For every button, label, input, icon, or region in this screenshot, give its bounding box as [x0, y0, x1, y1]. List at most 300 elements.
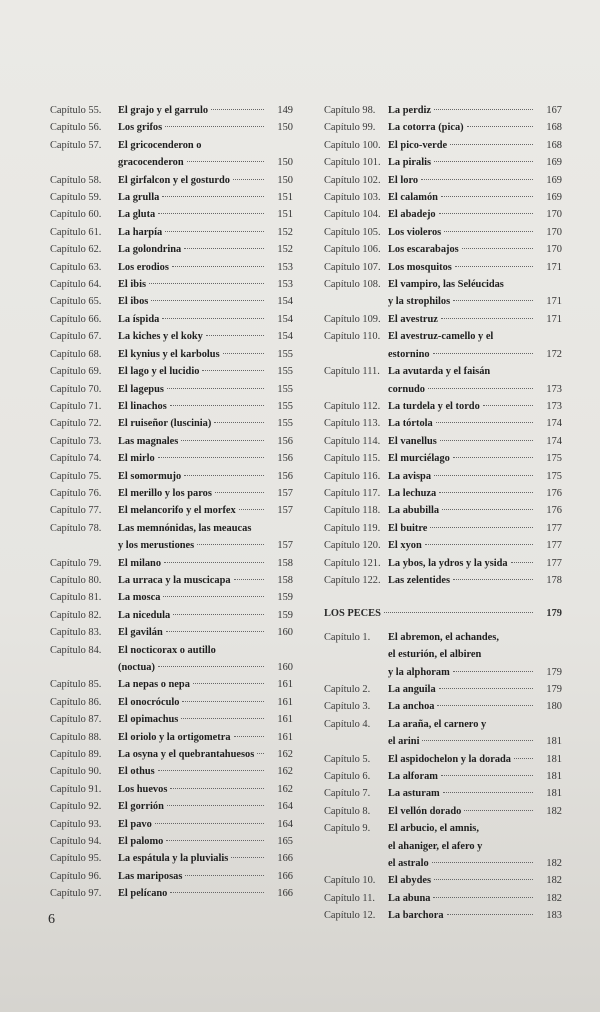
entry-body	[118, 119, 293, 136]
leader-dots	[206, 335, 264, 336]
chapter-label: Capítulo 116.	[324, 470, 381, 482]
entry-title: La nepas o nepa	[118, 679, 190, 691]
toc-entry	[324, 450, 562, 467]
toc-entry	[324, 468, 562, 485]
entry-page: 164	[277, 818, 293, 830]
entry-body	[388, 137, 562, 154]
entry-page: 183	[546, 910, 562, 922]
entry-line	[388, 137, 562, 154]
entry-line	[118, 172, 293, 189]
entry-title: La ybos, la ydros y la ysida	[388, 557, 508, 569]
chapter-label: Capítulo 74.	[50, 453, 102, 465]
entry-body	[388, 751, 562, 768]
entry-line	[388, 751, 562, 768]
entry-body	[118, 816, 293, 833]
entry-line	[118, 642, 293, 659]
leader-dots	[441, 318, 533, 319]
toc-entry	[50, 346, 293, 363]
chapter-label: Capítulo 80.	[50, 574, 102, 586]
entry-body	[118, 485, 293, 502]
chapter-label: Capítulo 119.	[324, 522, 381, 534]
entry-title: y la alphoram	[388, 666, 450, 678]
entry-page: 161	[277, 679, 293, 691]
entry-body	[118, 433, 293, 450]
toc-entry	[324, 716, 562, 751]
entry-body	[118, 189, 293, 206]
toc-entry	[50, 241, 293, 258]
entry-body	[388, 363, 562, 398]
leader-dots	[453, 579, 533, 580]
leader-dots	[193, 683, 264, 684]
chapter-label: Capítulo 110.	[324, 331, 381, 343]
entry-body	[118, 607, 293, 624]
entry-body	[118, 711, 293, 728]
toc-entry	[50, 885, 293, 902]
entry-title: La mosca	[118, 592, 161, 604]
leader-dots	[184, 475, 264, 476]
leader-dots	[439, 688, 533, 689]
leader-dots	[158, 457, 264, 458]
toc-entry	[50, 572, 293, 589]
entry-body	[118, 520, 293, 555]
entry-line	[118, 241, 293, 258]
chapter-label: Capítulo 2.	[324, 684, 371, 695]
entry-title: El palomo	[118, 836, 164, 848]
entry-body	[388, 785, 562, 802]
chapter-label: Capítulo 65.	[50, 296, 102, 308]
entry-body	[118, 885, 293, 902]
entry-page: 172	[546, 348, 562, 360]
chapter-label: Capítulo 93.	[50, 818, 102, 830]
toc-entry	[324, 768, 562, 785]
entry-line	[388, 555, 562, 572]
leader-dots	[165, 126, 264, 127]
chapter-label: Capítulo 77.	[50, 505, 102, 517]
entry-body	[118, 468, 293, 485]
chapter-label: Capítulo 63.	[50, 261, 102, 273]
toc-entry	[50, 381, 293, 398]
entry-page: 175	[546, 453, 562, 465]
entry-title: La golondrina	[118, 244, 182, 256]
entry-title: El melancorifo y el morfex	[118, 505, 236, 517]
entry-body	[388, 555, 562, 572]
chapter-label: Capítulo 58.	[50, 174, 102, 186]
leader-dots	[172, 266, 264, 267]
entry-page: 176	[546, 505, 562, 517]
entry-page: 157	[277, 505, 293, 517]
entry-line	[388, 820, 562, 837]
entry-title: El arbucio, el amnis,	[388, 823, 479, 835]
entry-body	[388, 520, 562, 537]
entry-title: La perdiz	[388, 105, 432, 116]
chapter-label: Capítulo 79.	[50, 557, 102, 569]
leader-dots	[422, 740, 533, 741]
entry-page: 161	[277, 696, 293, 708]
entry-title: El merillo y los paros	[118, 487, 212, 499]
entry-line	[118, 659, 293, 676]
toc-entry	[50, 798, 293, 815]
chapter-label: Capítulo 105.	[324, 226, 381, 238]
entry-page: 149	[277, 105, 293, 116]
entry-page: 181	[546, 753, 562, 765]
toc-entry	[324, 224, 562, 241]
entry-title: Los mosquitos	[388, 261, 452, 273]
chapter-label: Capítulo 76.	[50, 487, 102, 499]
chapter-label: Capítulo 112.	[324, 400, 381, 412]
entry-body	[118, 311, 293, 328]
entry-title: El abydes	[388, 875, 432, 887]
entry-page: 170	[546, 209, 562, 221]
toc-entry	[50, 398, 293, 415]
leader-dots	[437, 705, 533, 706]
chapter-label: Capítulo 70.	[50, 383, 102, 395]
leader-dots	[211, 109, 264, 110]
entry-title: Los grifos	[118, 122, 163, 134]
chapter-label: Capítulo 4.	[324, 718, 371, 730]
chapter-label: Capítulo 72.	[50, 418, 102, 430]
entry-page: 182	[546, 892, 562, 904]
entry-title: gracocenderon	[118, 157, 184, 169]
chapter-label: Capítulo 101.	[324, 157, 381, 169]
entry-page: 182	[546, 875, 562, 887]
entry-line	[388, 664, 562, 681]
toc-right-column	[324, 102, 562, 925]
entry-body	[118, 346, 293, 363]
entry-body	[388, 398, 562, 415]
entry-line	[118, 276, 293, 293]
chapter-label: Capítulo 118.	[324, 505, 381, 517]
entry-body	[388, 820, 562, 872]
leader-dots	[455, 266, 533, 267]
leader-dots	[441, 775, 533, 776]
entry-line	[118, 729, 293, 746]
leader-dots	[158, 213, 264, 214]
leader-dots	[384, 612, 533, 613]
entry-line	[388, 485, 562, 502]
toc-entry	[50, 833, 293, 850]
section-page: 179	[546, 608, 562, 620]
entry-title: el arini	[388, 736, 420, 748]
leader-dots	[450, 144, 533, 145]
entry-title: La alforam	[388, 771, 438, 783]
toc-entry	[324, 907, 562, 924]
entry-line	[118, 781, 293, 798]
chapter-label: Capítulo 94.	[50, 836, 102, 848]
entry-line	[388, 119, 562, 136]
entry-body	[118, 729, 293, 746]
entry-page: 164	[277, 801, 293, 813]
leader-dots	[214, 422, 264, 423]
section-title: LOS PECES	[324, 608, 381, 620]
entry-page: 155	[277, 348, 293, 360]
entry-page: 159	[277, 592, 293, 604]
chapter-label: Capítulo 91.	[50, 783, 102, 795]
entry-line	[388, 328, 562, 345]
entry-title: La abubilla	[388, 505, 440, 517]
entry-line	[388, 154, 562, 171]
leader-dots	[462, 248, 533, 249]
entry-line	[118, 572, 293, 589]
entry-page: 173	[546, 400, 562, 412]
entry-page: 168	[546, 122, 562, 134]
entry-page: 179	[546, 684, 562, 695]
toc-entry	[50, 311, 293, 328]
entry-title: La abuna	[388, 892, 431, 904]
entry-title: El oriolo y la ortigometra	[118, 731, 231, 743]
entry-page: 161	[277, 714, 293, 726]
entry-body	[388, 259, 562, 276]
leader-dots	[202, 370, 264, 371]
toc-entry	[324, 572, 562, 589]
toc-entry	[50, 502, 293, 519]
toc-entry	[324, 751, 562, 768]
leader-dots	[162, 196, 264, 197]
toc-entry	[324, 890, 562, 907]
entry-body	[388, 872, 562, 889]
chapter-label: Capítulo 87.	[50, 714, 102, 726]
entry-page: 155	[277, 418, 293, 430]
entry-title: El buitre	[388, 522, 428, 534]
entry-page: 156	[277, 470, 293, 482]
entry-line	[388, 646, 562, 663]
entry-line	[118, 119, 293, 136]
entry-title: El linachos	[118, 400, 167, 412]
entry-body	[388, 328, 562, 363]
entry-line	[118, 206, 293, 223]
entry-line	[118, 520, 293, 537]
entry-page: 155	[277, 383, 293, 395]
entry-page: 181	[546, 788, 562, 800]
chapter-label: Capítulo 114.	[324, 435, 381, 447]
entry-title: La grulla	[118, 192, 160, 204]
entry-body	[118, 781, 293, 798]
entry-body	[388, 172, 562, 189]
entry-line	[118, 589, 293, 606]
entry-body	[388, 572, 562, 589]
entry-title: El grajo y el garrulo	[118, 105, 209, 116]
toc-entry	[50, 729, 293, 746]
chapter-label: Capítulo 71.	[50, 400, 102, 412]
chapter-label: Capítulo 102.	[324, 174, 381, 186]
toc-entry	[50, 711, 293, 728]
entry-body	[388, 206, 562, 223]
entry-page: 153	[277, 261, 293, 273]
entry-page: 182	[546, 858, 562, 870]
leader-dots	[467, 126, 533, 127]
entry-title: El ibos	[118, 296, 149, 308]
toc-entry	[50, 137, 293, 172]
entry-line	[118, 537, 293, 554]
toc-entry	[50, 206, 293, 223]
leader-dots	[443, 792, 533, 793]
entry-body	[388, 537, 562, 554]
entry-title: El opimachus	[118, 714, 179, 726]
toc-entry	[50, 746, 293, 763]
leader-dots	[434, 475, 533, 476]
entry-page: 166	[277, 888, 293, 900]
toc-entry	[324, 328, 562, 363]
entry-title: El abremon, el achandes,	[388, 631, 499, 643]
toc-entry	[324, 102, 562, 119]
entry-body	[118, 328, 293, 345]
chapter-label: Capítulo 6.	[324, 771, 371, 783]
entry-page: 168	[546, 139, 562, 151]
chapter-label: Capítulo 66.	[50, 313, 102, 325]
chapter-label: Capítulo 61.	[50, 226, 102, 238]
toc-entry	[50, 468, 293, 485]
leader-dots	[155, 823, 264, 824]
entry-title: el esturión, el albiren	[388, 649, 482, 661]
entry-body	[388, 629, 562, 681]
chapter-label: Capítulo 82.	[50, 609, 102, 621]
entry-body	[118, 241, 293, 258]
entry-page: 156	[277, 435, 293, 447]
entry-page: 171	[546, 296, 562, 308]
leader-dots	[187, 161, 264, 162]
entry-title: El pavo	[118, 818, 152, 830]
entry-title: cornudo	[388, 383, 425, 395]
entry-title: La gluta	[118, 209, 156, 221]
leader-dots	[170, 405, 264, 406]
toc-entry	[50, 172, 293, 189]
entry-body	[118, 798, 293, 815]
entry-title: La avispa	[388, 470, 432, 482]
entry-body	[118, 763, 293, 780]
entry-page: 156	[277, 453, 293, 465]
leader-dots	[233, 179, 264, 180]
entry-line	[388, 381, 562, 398]
entry-title: La cotorra (pica)	[388, 122, 464, 134]
chapter-label: Capítulo 8.	[324, 805, 371, 817]
entry-page: 150	[277, 157, 293, 169]
chapter-label: Capítulo 57.	[50, 139, 102, 151]
chapter-label: Capítulo 68.	[50, 348, 102, 360]
entry-title: El nocticorax o autillo	[118, 644, 216, 656]
chapter-label: Capítulo 69.	[50, 366, 102, 378]
entry-line	[388, 433, 562, 450]
entry-title: La asturam	[388, 788, 440, 800]
entry-page: 181	[546, 771, 562, 783]
entry-line	[388, 716, 562, 733]
entry-line	[388, 259, 562, 276]
leader-dots	[170, 788, 264, 789]
entry-title: Los escarabajos	[388, 244, 459, 256]
entry-page: 169	[546, 192, 562, 204]
entry-body	[118, 259, 293, 276]
entry-title: La urraca y la muscicapa	[118, 574, 231, 586]
entry-line	[118, 433, 293, 450]
entry-title: Las zelentides	[388, 574, 451, 586]
entry-page: 154	[277, 331, 293, 343]
entry-body	[388, 485, 562, 502]
chapter-label: Capítulo 96.	[50, 870, 102, 882]
toc-entry	[50, 102, 293, 119]
entry-body	[388, 224, 562, 241]
entry-line	[118, 224, 293, 241]
toc-entry	[324, 872, 562, 889]
entry-title: La espátula y la pluvialis	[118, 853, 229, 865]
leader-dots	[167, 388, 264, 389]
chapter-label: Capítulo 103.	[324, 192, 381, 204]
entry-title: Las memnónidas, las meaucas	[118, 522, 252, 534]
entry-body	[118, 694, 293, 711]
toc-entry	[324, 276, 562, 311]
leader-dots	[184, 248, 264, 249]
entry-page: 171	[546, 261, 562, 273]
entry-title: estornino	[388, 348, 430, 360]
entry-line	[388, 502, 562, 519]
entry-body	[388, 241, 562, 258]
entry-line	[118, 746, 293, 763]
toc-entry	[50, 415, 293, 432]
entry-page: 166	[277, 853, 293, 865]
leader-dots	[257, 753, 264, 754]
entry-body	[118, 172, 293, 189]
chapter-label: Capítulo 7.	[324, 788, 371, 800]
entry-title: La tórtola	[388, 418, 433, 430]
entry-page: 162	[277, 783, 293, 795]
entry-page: 152	[277, 244, 293, 256]
entry-title: La araña, el carnero y	[388, 718, 487, 730]
entry-line	[118, 624, 293, 641]
entry-line	[388, 890, 562, 907]
toc-entry	[324, 433, 562, 450]
entry-body	[118, 624, 293, 641]
entry-page: 178	[546, 574, 562, 586]
entry-line	[388, 629, 562, 646]
leader-dots	[234, 579, 264, 580]
entry-line	[388, 172, 562, 189]
entry-page: 150	[277, 122, 293, 134]
entry-line	[118, 398, 293, 415]
entry-title: El mirlo	[118, 453, 155, 465]
toc-entry	[324, 241, 562, 258]
toc-entry	[324, 137, 562, 154]
entry-title: La anguila	[388, 684, 436, 695]
toc-entry	[50, 642, 293, 677]
chapter-label: Capítulo 75.	[50, 470, 102, 482]
toc-entry	[324, 172, 562, 189]
leader-dots	[434, 109, 533, 110]
leader-dots	[432, 862, 533, 863]
entry-title: el astralo	[388, 858, 429, 870]
entry-body	[118, 415, 293, 432]
entry-line	[118, 676, 293, 693]
entry-line	[118, 346, 293, 363]
entry-line	[388, 803, 562, 820]
entry-line	[388, 450, 562, 467]
entry-body	[388, 468, 562, 485]
leader-dots	[464, 810, 533, 811]
chapter-label: Capítulo 120.	[324, 540, 381, 552]
toc-entry	[324, 555, 562, 572]
entry-line	[388, 398, 562, 415]
entry-line	[118, 381, 293, 398]
entry-line	[388, 872, 562, 889]
leader-dots	[223, 353, 264, 354]
leader-dots	[440, 440, 533, 441]
entry-line	[118, 763, 293, 780]
toc-section-entries	[324, 629, 562, 925]
entry-line	[388, 241, 562, 258]
entry-line	[388, 785, 562, 802]
leader-dots	[163, 596, 264, 597]
entry-page: 161	[277, 731, 293, 743]
entry-body	[118, 642, 293, 677]
entry-title: El vellón dorado	[388, 805, 462, 817]
toc-entry	[50, 589, 293, 606]
toc-entry	[50, 433, 293, 450]
